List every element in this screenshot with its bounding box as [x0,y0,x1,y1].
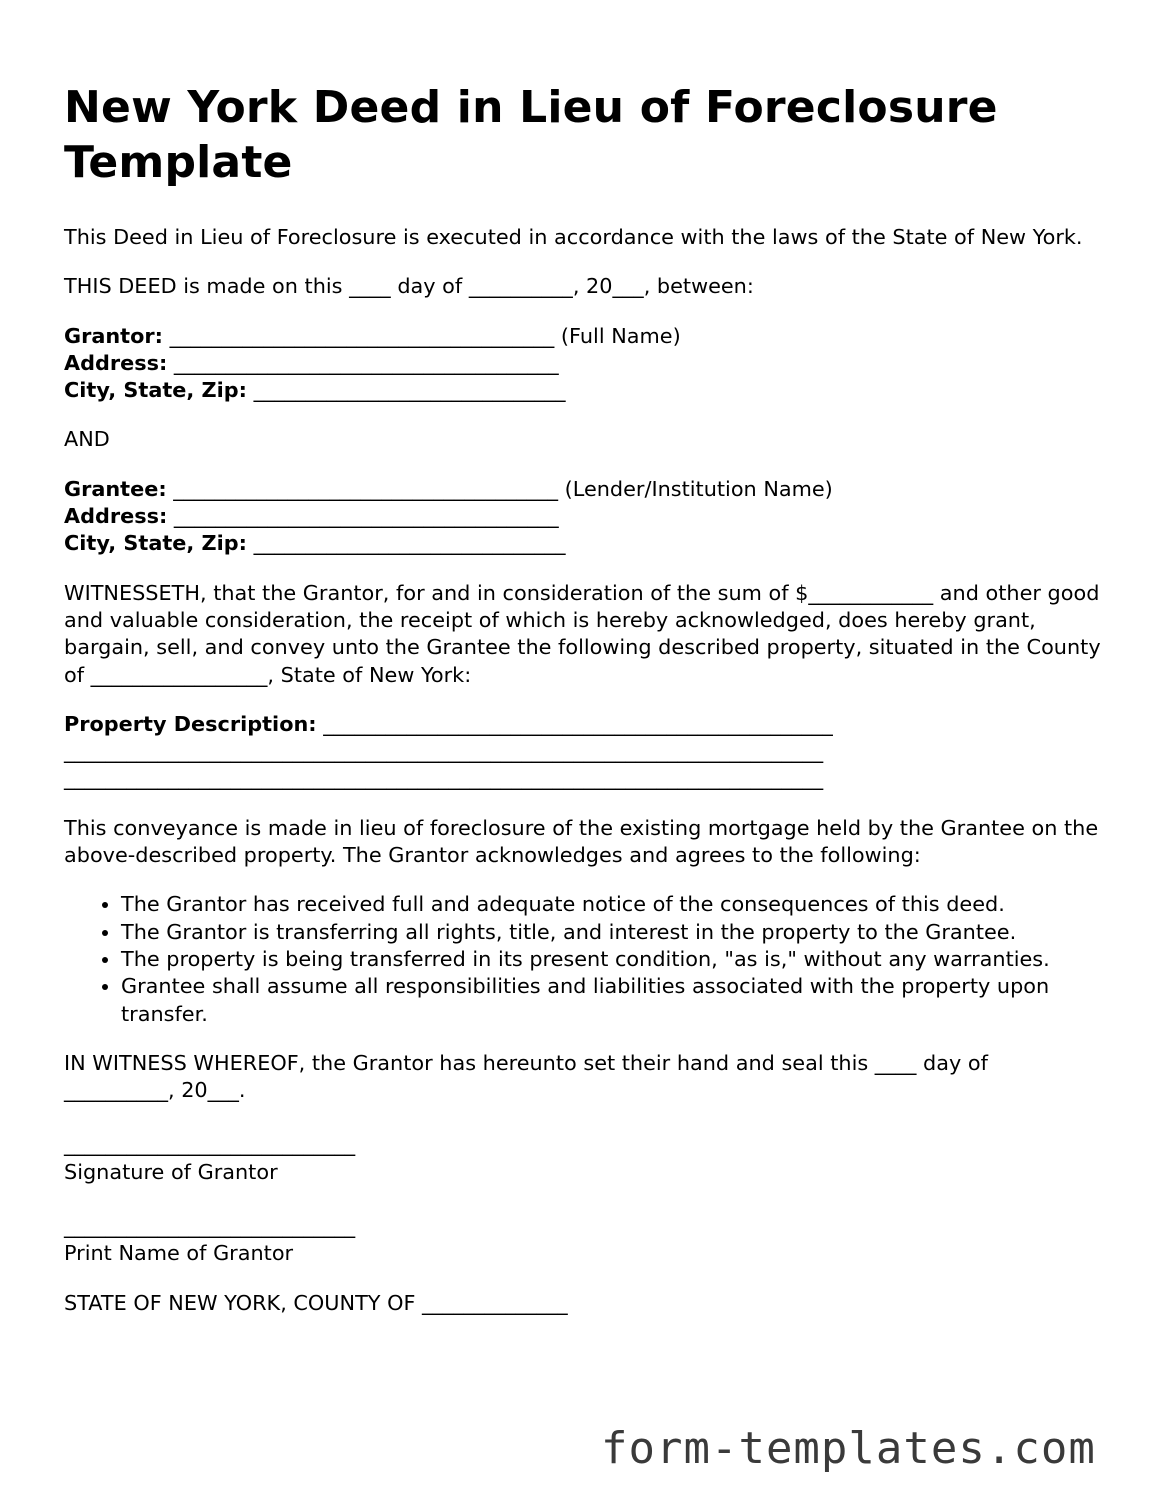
print-name-block [64,1213,1104,1268]
grantee-label: Grantee: [64,476,167,501]
property-description-block [64,711,1104,793]
list-item: • The Grantor is transferring all rights, title, and interest in the property to the Grantee. [121,919,1104,946]
conveyance-paragraph: This conveyance is made in lieu of foreclosure of the existing mortgage held by the Grantee on the above-described property. The Grantor acknowledges and agrees to the following: [64,815,1099,868]
grantee-address-label: Address: [64,504,168,529]
grantee-csz-line [64,530,1104,557]
property-description-line-3: _________________________________________________________________________ [64,766,824,791]
grantee-csz-label: City, State, Zip: [64,531,247,556]
state-county-line: STATE OF NEW YORK, COUNTY OF ______________ [64,1290,568,1315]
grantor-csz-line [64,377,1104,404]
page-title: New York Deed in Lieu of Foreclosure Template [64,82,998,188]
signature-line: ____________________________ [64,1132,356,1157]
grantee-address-field: _____________________________________ [167,504,559,529]
in-witness-paragraph: IN WITNESS WHEREOF, the Grantor has hereunto set their hand and seal this ____ day of __________, 20___. [64,1050,988,1103]
property-description-field: _________________________________________________ [316,711,833,736]
grantor-label: Grantor: [64,323,163,348]
grantee-name-line [64,476,1104,503]
grantee-csz-field: ______________________________ [246,531,566,556]
property-description-line-2: _________________________________________________________________________ [64,739,824,764]
signature-label: Signature of Grantor [64,1159,278,1184]
grantee-address-line [64,503,1104,530]
grantor-csz-label: City, State, Zip: [64,378,247,403]
grantee-name-field: _____________________________________ (Lender/Institution Name) [166,476,833,501]
grantor-address-line [64,350,1104,377]
property-description-line [64,711,1104,738]
grantor-address-label: Address: [64,350,168,375]
print-name-label: Print Name of Grantor [64,1241,294,1266]
watermark: form-templates.com [601,1423,1096,1474]
list-item: • The Grantor has received full and adequate notice of the consequences of this deed. [121,891,1104,918]
intro-paragraph: This Deed in Lieu of Foreclosure is executed in accordance with the laws of the State of New York. [64,225,1083,249]
grantee-block [64,476,1104,558]
deed-date-line: THIS DEED is made on this ____ day of __________, 20___, between: [64,274,754,299]
list-item: • The property is being transferred in its present condition, "as is," without any warranties. [121,946,1104,973]
grantor-csz-field: ______________________________ [246,378,566,403]
print-name-line: ____________________________ [64,1214,356,1239]
list-item: • Grantee shall assume all responsibilities and liabilities associated with the property upon transfer. [121,973,1104,1028]
signature-block [64,1131,1104,1186]
acknowledgement-list [64,891,1104,1027]
and-separator: AND [64,427,110,452]
grantor-block [64,323,1104,405]
property-description-label: Property Description: [64,711,317,736]
witnesseth-paragraph: WITNESSETH, that the Grantor, for and in consideration of the sum of $____________ and other good and valuable consideration, the receipt of which is hereby acknowledged, does hereby grant, bargain, sell, and convey unto the Grantee the following described property, situated in the County of _________________, State of New York: [64,580,1101,687]
grantor-address-field: _____________________________________ [167,350,559,375]
document-page [64,80,1104,1317]
grantor-name-field: _____________________________________ (Full Name) [162,323,681,348]
grantor-name-line [64,323,1104,350]
